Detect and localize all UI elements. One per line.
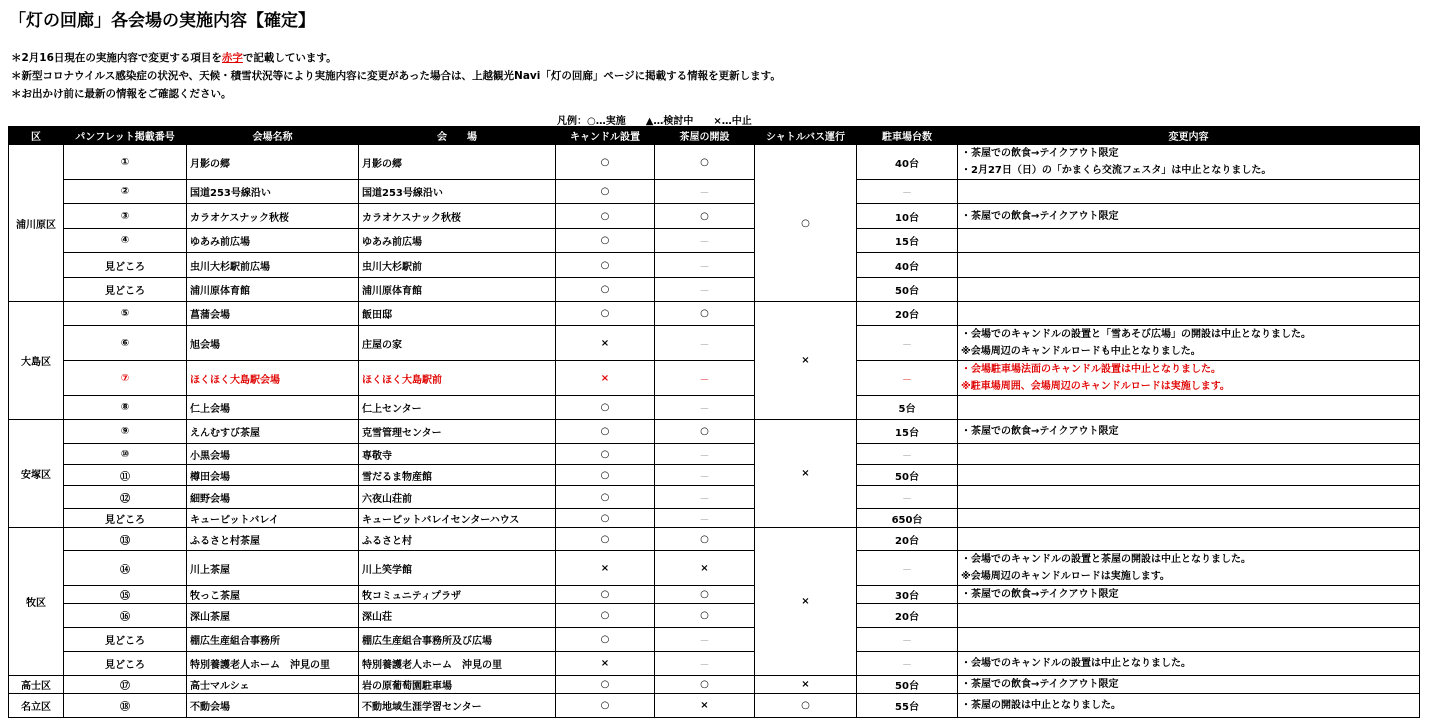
venue: 飯田邸 [359,302,556,326]
pamphlet-number: ⑱ [64,694,187,718]
teahouse-status: ○ [655,204,755,229]
ward-cell: 大島区 [9,302,64,420]
venue-name: えんむすび茶屋 [187,420,359,444]
candle-status: ○ [556,204,655,229]
parking-count: － [857,326,958,361]
table-row [9,396,1420,420]
change-note [958,302,1420,326]
parking-count: 40台 [857,253,958,278]
candle-status: × [556,326,655,361]
candle-status: ○ [556,694,655,718]
header-changes: 変更内容 [958,127,1420,145]
pamphlet-number: 見どころ [64,509,187,528]
candle-status: ○ [556,628,655,652]
header-parking: 駐車場台数 [857,127,958,145]
parking-count: 50台 [857,465,958,486]
ward-cell: 名立区 [9,694,64,718]
shuttle-status: × [755,420,857,528]
parking-count: － [857,444,958,465]
venue-name: 川上茶屋 [187,551,359,586]
shuttle-status: ○ [755,145,857,302]
pamphlet-number: ⑯ [64,604,187,628]
venue: 虫川大杉駅前 [359,253,556,278]
venue: 岩の原葡萄園駐車場 [359,676,556,694]
venue: キューピットバレイセンターハウス [359,509,556,528]
change-note: ・会場でのキャンドルの設置と「雪あそび広場」の開設は中止となりました。 ※会場周辺のキャンドルロードも中止となりました。 [958,326,1420,361]
table-row [9,444,1420,465]
change-note [958,444,1420,465]
candle-status: ○ [556,253,655,278]
header-venue-name: 会場名称 [187,127,359,145]
venue-table [8,126,1420,718]
teahouse-status: － [655,361,755,396]
venue-name: ほくほく大島駅会場 [187,361,359,396]
pamphlet-number: ⑬ [64,528,187,551]
parking-count: － [857,361,958,396]
venue-name: 菖蒲会場 [187,302,359,326]
venue: 川上笑学館 [359,551,556,586]
venue: ふるさと村 [359,528,556,551]
candle-status: ○ [556,396,655,420]
pamphlet-number: ⑭ [64,551,187,586]
note-line-2: ＊新型コロナウイルス感染症の状況や、天候・積雪状況等により実施内容に変更があった場合は、上越観光Navi「灯の回廊」ページに掲載する情報を更新します。 [11,70,781,82]
venue: 庄屋の家 [359,326,556,361]
table-row [9,326,1420,361]
pamphlet-number: 見どころ [64,253,187,278]
table-row [9,628,1420,652]
teahouse-status: － [655,652,755,676]
candle-status: ○ [556,229,655,253]
page-title: 「灯の回廊」各会場の実施内容【確定】 [9,11,315,31]
candle-status: ○ [556,586,655,604]
parking-count: 20台 [857,302,958,326]
candle-status: ○ [556,145,655,180]
teahouse-status: － [655,278,755,302]
teahouse-status: － [655,486,755,509]
venue: 浦川原体育館 [359,278,556,302]
pamphlet-number: ⑮ [64,586,187,604]
change-note: ・茶屋での飲食→テイクアウト限定 [958,586,1420,604]
note-line-3: ＊お出かけ前に最新の情報をご確認ください。 [11,88,232,100]
venue-name: 不動会場 [187,694,359,718]
teahouse-status: － [655,253,755,278]
candle-status: ○ [556,302,655,326]
change-note [958,253,1420,278]
table-row [9,229,1420,253]
pamphlet-number: ⑧ [64,396,187,420]
header-pamphlet-number: パンフレット掲載番号 [64,127,187,145]
venue: 仁上センター [359,396,556,420]
table-row [9,145,1420,180]
change-note: ・会場駐車場法面のキャンドル設置は中止となりました。 ※駐車場周囲、会場周辺のキャンドルロードは実施します。 [958,361,1420,396]
candle-status: ○ [556,278,655,302]
parking-count: 40台 [857,145,958,180]
notes [11,49,781,103]
shuttle-status: × [755,302,857,420]
parking-count: － [857,180,958,204]
parking-count: － [857,628,958,652]
parking-count: 10台 [857,204,958,229]
pamphlet-number: ⑨ [64,420,187,444]
candle-status: ○ [556,420,655,444]
table-row [9,528,1420,551]
pamphlet-number: ④ [64,229,187,253]
parking-count: 50台 [857,278,958,302]
ward-cell: 高士区 [9,676,64,694]
parking-count: 55台 [857,694,958,718]
teahouse-status: － [655,465,755,486]
parking-count: 20台 [857,604,958,628]
venue-name: ふるさと村茶屋 [187,528,359,551]
red-text-marker: 赤字 [221,52,243,64]
venue: 深山荘 [359,604,556,628]
parking-count: 5台 [857,396,958,420]
venue: 特別養護老人ホーム 沖見の里 [359,652,556,676]
shuttle-status: ○ [755,694,857,718]
teahouse-status: － [655,444,755,465]
venue-name: 樽田会場 [187,465,359,486]
venue-name: 旭会場 [187,326,359,361]
table-row [9,486,1420,509]
parking-count: 20台 [857,528,958,551]
venue-name: 虫川大杉駅前広場 [187,253,359,278]
change-note [958,486,1420,509]
teahouse-status: ○ [655,420,755,444]
change-note [958,465,1420,486]
shuttle-status: × [755,676,857,694]
teahouse-status: × [655,551,755,586]
teahouse-status: － [655,396,755,420]
pamphlet-number: ⑪ [64,465,187,486]
venue: 雪だるま物産館 [359,465,556,486]
candle-status: × [556,551,655,586]
parking-count: 30台 [857,586,958,604]
note-line-1: ＊2月16日現在の実施内容で変更する項目を赤字で記載しています。 [11,52,337,64]
venue-name: ゆあみ前広場 [187,229,359,253]
table-row [9,180,1420,204]
candle-status: ○ [556,180,655,204]
venue-name: 浦川原体育館 [187,278,359,302]
change-note: ・茶屋での飲食→テイクアウト限定 ・2月27日（日）の「かまくら交流フェスタ」は中止となりました。 [958,145,1420,180]
venue: カラオケスナック秋桜 [359,204,556,229]
teahouse-status: ○ [655,604,755,628]
parking-count: 15台 [857,420,958,444]
ward-cell: 牧区 [9,528,64,676]
parking-count: － [857,486,958,509]
candle-status: ○ [556,486,655,509]
parking-count: 15台 [857,229,958,253]
candle-status: ○ [556,604,655,628]
pamphlet-number: ⑫ [64,486,187,509]
venue-name: 国道253号線沿い [187,180,359,204]
venue: 国道253号線沿い [359,180,556,204]
candle-status: ○ [556,444,655,465]
parking-count: 650台 [857,509,958,528]
venue-name: 月影の郷 [187,145,359,180]
pamphlet-number: ⑥ [64,326,187,361]
change-note: ・茶屋での飲食→テイクアウト限定 [958,204,1420,229]
header-ward: 区 [9,127,64,145]
table-row [9,652,1420,676]
candle-status: ○ [556,528,655,551]
pamphlet-number: ⑩ [64,444,187,465]
parking-count: 50台 [857,676,958,694]
change-note [958,604,1420,628]
teahouse-status: ○ [655,145,755,180]
venue-name: 棚広生産組合事務所 [187,628,359,652]
venue: ゆあみ前広場 [359,229,556,253]
pamphlet-number: ⑦ [64,361,187,396]
pamphlet-number: ② [64,180,187,204]
pamphlet-number: ⑰ [64,676,187,694]
teahouse-status: － [655,229,755,253]
pamphlet-number: 見どころ [64,628,187,652]
venue: ほくほく大島駅前 [359,361,556,396]
change-note [958,229,1420,253]
teahouse-status: ○ [655,528,755,551]
change-note: ・茶屋の開設は中止となりました。 [958,694,1420,718]
venue-name: カラオケスナック秋桜 [187,204,359,229]
venue-name: 牧っこ茶屋 [187,586,359,604]
teahouse-status: ○ [655,302,755,326]
pamphlet-number: ⑤ [64,302,187,326]
parking-count: － [857,652,958,676]
teahouse-status: × [655,694,755,718]
change-note: ・茶屋での飲食→テイクアウト限定 [958,676,1420,694]
table-row [9,676,1420,694]
change-note [958,278,1420,302]
venue: 克雪管理センター [359,420,556,444]
venue: 不動地域生涯学習センター [359,694,556,718]
header-row [9,127,1420,145]
header-candle: キャンドル設置 [556,127,655,145]
venue: 専敬寺 [359,444,556,465]
teahouse-status: － [655,628,755,652]
header-shuttle: シャトルバス運行 [755,127,857,145]
change-note: ・茶屋での飲食→テイクアウト限定 [958,420,1420,444]
candle-status: ○ [556,465,655,486]
pamphlet-number: 見どころ [64,652,187,676]
change-note: ・会場でのキャンドルの設置と茶屋の開設は中止となりました。 ※会場周辺のキャンドルロードは実施します。 [958,551,1420,586]
parking-count: － [857,551,958,586]
teahouse-status: － [655,509,755,528]
venue: 月影の郷 [359,145,556,180]
ward-cell: 浦川原区 [9,145,64,302]
candle-status: ○ [556,509,655,528]
change-note [958,180,1420,204]
teahouse-status: ○ [655,676,755,694]
pamphlet-number: 見どころ [64,278,187,302]
venue-name: キューピットバレイ [187,509,359,528]
table-row [9,509,1420,528]
venue-name: 高士マルシェ [187,676,359,694]
table-row [9,302,1420,326]
change-note [958,396,1420,420]
venue: 棚広生産組合事務所及び広場 [359,628,556,652]
shuttle-status: × [755,528,857,676]
venue-name: 細野会場 [187,486,359,509]
venue: 六夜山荘前 [359,486,556,509]
venue-name: 小黒会場 [187,444,359,465]
table-row [9,551,1420,586]
venue-name: 特別養護老人ホーム 沖見の里 [187,652,359,676]
pamphlet-number: ① [64,145,187,180]
table-row [9,604,1420,628]
teahouse-status: － [655,326,755,361]
table-row [9,253,1420,278]
header-venue: 会 場 [359,127,556,145]
change-note: ・会場でのキャンドルの設置は中止となりました。 [958,652,1420,676]
table-row [9,420,1420,444]
table-row [9,204,1420,229]
pamphlet-number: ③ [64,204,187,229]
candle-status: × [556,652,655,676]
header-teahouse: 茶屋の開設 [655,127,755,145]
candle-status: × [556,361,655,396]
ward-cell: 安塚区 [9,420,64,528]
change-note [958,528,1420,551]
table-row [9,586,1420,604]
teahouse-status: － [655,180,755,204]
table-row [9,694,1420,718]
table-row [9,278,1420,302]
change-note [958,509,1420,528]
teahouse-status: ○ [655,586,755,604]
legend: 凡例：○…実施 ▲…検討中 ×…中止 [557,116,752,127]
venue-name: 仁上会場 [187,396,359,420]
venue-name: 深山茶屋 [187,604,359,628]
candle-status: ○ [556,676,655,694]
venue: 牧コミュニティプラザ [359,586,556,604]
table-row [9,361,1420,396]
table-row [9,465,1420,486]
change-note [958,628,1420,652]
